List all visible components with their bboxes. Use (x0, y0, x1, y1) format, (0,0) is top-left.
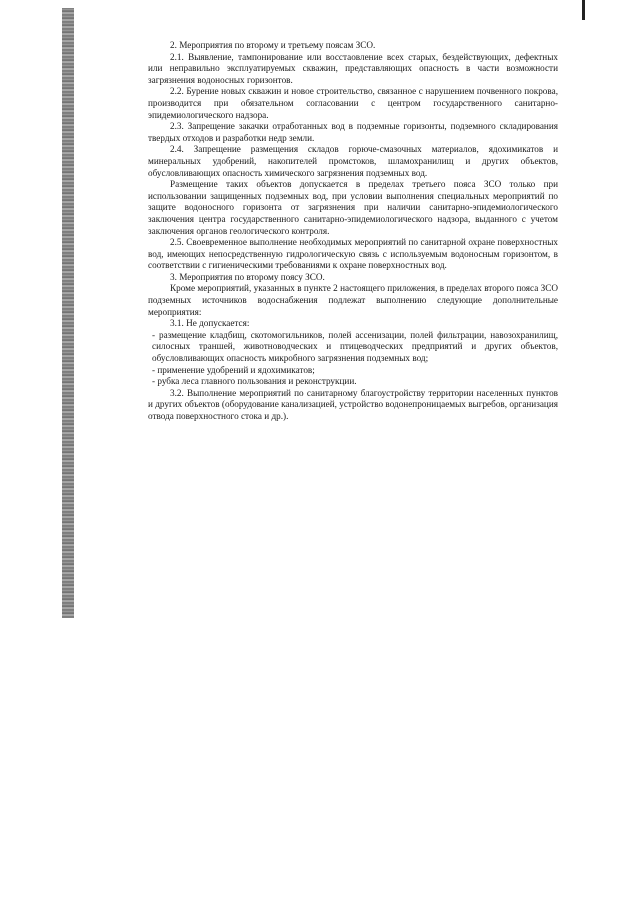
paragraph-3-2: 3.2. Выполнение мероприятий по санитарному благоустройству территории населенных пунктов и других объектов (оборудование канализацией, устройство водонепроницаемых выгребов, организация отвода поверхностного стока и др.). (148, 387, 558, 421)
paragraph-2-4: 2.4. Запрещение размещения складов горюче-смазочных материалов, ядохимикатов и минеральных удобрений, накопителей промстоков, шламохранилищ и других объектов, обусловливающих опасность химического загрязнения подземных вод. (148, 144, 558, 178)
paragraph-3-1: 3.1. Не допускается: (170, 318, 250, 329)
scan-edge-artifact (62, 8, 74, 618)
list-item-1: - размещение кладбищ, скотомогильников, полей ассенизации, полей фильтрации, навозохранилищ, силосных траншей, животноводческих и птицеводческих предприятий и других объектов, обусловливающих опасность микробного загрязнения подземных вод; (152, 329, 558, 364)
document-page (148, 40, 558, 423)
paragraph-2-1: 2.1. Выявление, тампонирование или восстаовление всех старых, бездействующих, дефектных или неправильно эксплуатируемых скважин, представляющих опасность в части возможности загрязнения водоносных горизонтов. (148, 51, 558, 85)
paragraph-2-3: 2.3. Запрещение закачки отработанных вод в подземные горизонты, подземного складирования твердых отходов и разработки недр земли. (148, 121, 558, 143)
scan-edge-mark (582, 0, 585, 20)
paragraph-3-intro: Кроме мероприятий, указанных в пункте 2 настоящего приложения, в пределах второго пояса ЗСО подземных источников водоснабжения подлежат выполнению следующие дополнительные мероприятия: (148, 283, 558, 317)
section-3-title: 3. Мероприятия по второму поясу ЗСО. (170, 271, 325, 282)
paragraph-2-5: 2.5. Своевременное выполнение необходимых мероприятий по санитарной охране поверхностных вод, имеющих непосредственную гидрологическую связь с используемым водоносным горизонтом, в соответствии с гигиеническими требованиями к охране поверхностных вод. (148, 237, 558, 271)
section-2-title: 2. Мероприятия по второму и третьему поясам ЗСО. (170, 40, 376, 50)
list-item-3: - рубка леса главного пользования и реконструкции. (152, 376, 357, 387)
paragraph-2-2: 2.2. Бурение новых скважин и новое строительство, связанное с нарушением почвенного покрова, производится при обязательном согласовании с центром государственного санитарно-эпидемиологического надзора. (148, 86, 558, 120)
paragraph-2-4-continued: Размещение таких объектов допускается в пределах третьего пояса ЗСО только при использовании защищенных подземных вод, при условии выполнения специальных мероприятий по защите водоносного горизонта от загрязнения при наличии санитарно-эпидемиологического заключения центра государственного санитарно-эпидемиологического надзора, выданного с учетом заключения органов геологического контроля. (148, 179, 558, 236)
list-item-2: - применение удобрений и ядохимикатов; (152, 364, 315, 375)
